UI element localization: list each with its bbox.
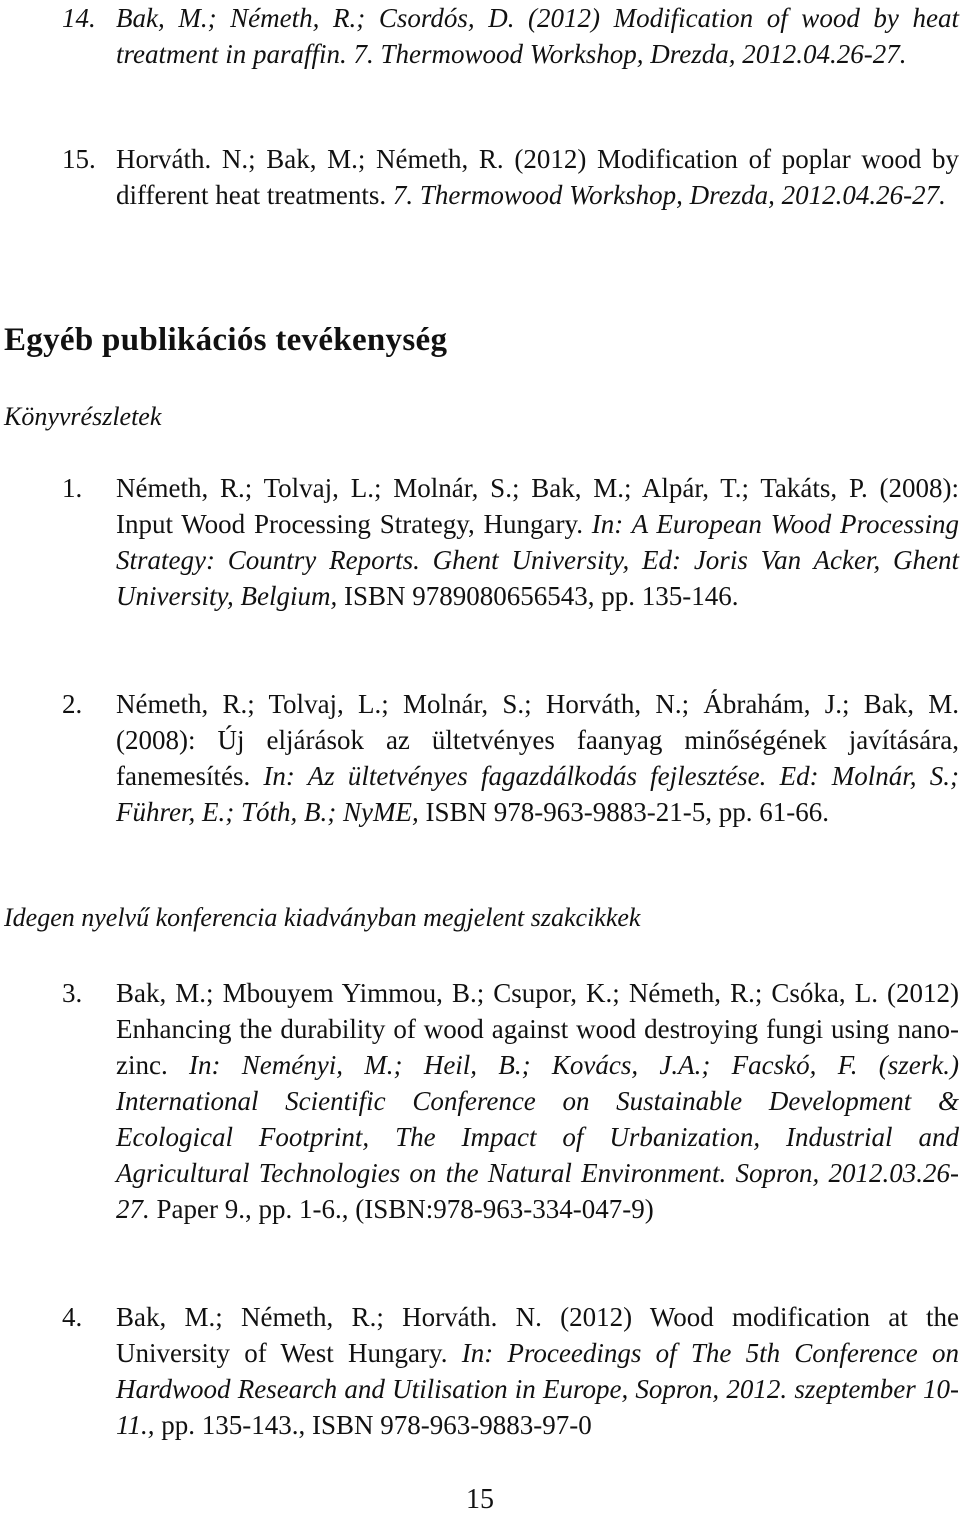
reference-text <box>116 1299 959 1443</box>
reference-segment: Bak, M.; Németh, R.; Csordós, D. (2012) Modification of wood by heat treatment in paraffin. 7. Thermowood Workshop, Drezda, 2012.04.26-27. <box>116 3 959 69</box>
reference-segment: In: Neményi, M.; Heil, B.; Kovács, J.A.; Facskó, F. (szerk.) International Scientific Conference on Sustainable Development & Ecological Footprint, The Impact of Urbanization, Industrial and Agricultural Technologies on the Natural Environment. Sopron, 2012.03.26-27. <box>116 1050 959 1224</box>
reference-text <box>116 686 959 830</box>
reference-text <box>116 141 959 213</box>
reference-segment: Bak, M.; Mbouyem Yimmou, B.; Csupor, K.; Németh, R.; Csóka, L. (2012) Enhancing the durability of wood against wood destroying fungi using nano-zinc. <box>116 978 959 1080</box>
reference-segment: 7. Thermowood Workshop, Drezda, 2012.04.26-27. <box>392 180 946 210</box>
reference-number: 1. <box>62 473 83 503</box>
section-heading: Egyéb publikációs tevékenység <box>4 322 448 358</box>
reference-number: 15. <box>62 144 96 174</box>
reference-segment: ISBN 9789080656543, pp. 135-146. <box>343 581 739 611</box>
reference-segment: Ghent University, Ed: Joris Van Acker, Ghent University, Belgium, <box>116 545 959 611</box>
reference-segment: Bak, M.; Németh, R.; Horváth. N. (2012) Wood modification at the University of West Hungary. <box>116 1302 959 1368</box>
subsection-heading-conference: Idegen nyelvű konferencia kiadványban megjelent szakcikkek <box>4 903 641 932</box>
reference-number: 3. <box>62 978 83 1008</box>
reference-segment: ISBN 978-963-9883-21-5, pp. 61-66. <box>425 797 829 827</box>
reference-text <box>116 975 959 1227</box>
reference-text <box>116 0 959 72</box>
reference-segment: pp. 135-143., ISBN 978-963-9883-97-0 <box>161 1410 592 1440</box>
reference-segment: Horváth. N.; Bak, M.; Németh, R. (2012) Modification of poplar wood by different heat treatments. <box>116 144 959 210</box>
reference-segment: Németh, R.; Tolvaj, L.; Molnár, S.; Bak, M.; Alpár, T.; Takáts, P. (2008): Input Wood Processing Strategy, Hungary. <box>116 473 959 539</box>
reference-number: 14. <box>62 3 96 33</box>
reference-segment: In: Proceedings of The 5th Conference on Hardwood Research and Utilisation in Europe, Sopron, 2012. szeptember 10-11., <box>116 1338 959 1440</box>
reference-segment: In: Az ültetvényes fagazdálkodás fejlesztése. Ed: Molnár, S.; Führer, E.; Tóth, B.; NyME, <box>116 761 959 827</box>
reference-segment: In: A European Wood Processing Strategy: Country Reports. <box>116 509 959 575</box>
page-number: 15 <box>466 1484 494 1515</box>
reference-segment: Németh, R.; Tolvaj, L.; Molnár, S.; Horváth, N.; Ábrahám, J.; Bak, M. (2008): Új eljárások az ültetvényes faanyag minőségének javítására, fanemesítés. <box>116 689 959 791</box>
reference-text <box>116 470 959 614</box>
subsection-heading-books: Könyvrészletek <box>4 402 162 431</box>
reference-segment: Paper 9., pp. 1-6., (ISBN:978-963-334-047-9) <box>156 1194 654 1224</box>
reference-number: 4. <box>62 1302 83 1332</box>
reference-number: 2. <box>62 689 83 719</box>
